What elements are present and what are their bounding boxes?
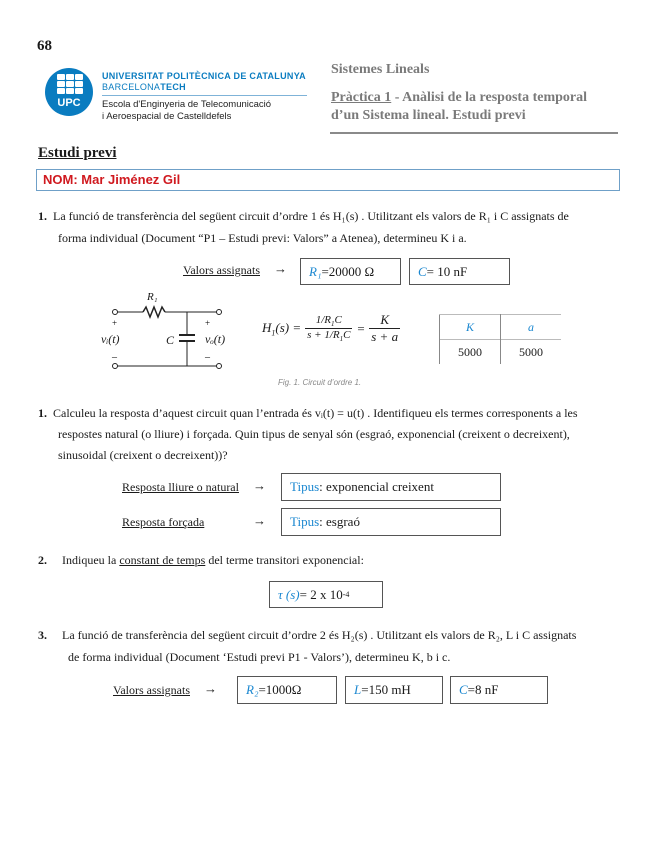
natural-response-label: Resposta lliure o natural (122, 480, 239, 494)
natural-response-type-field[interactable]: Tipus : exponencial creixent (281, 473, 501, 501)
arrow-icon: → (204, 681, 217, 696)
school-name-line1: Escola d'Enginyeria de Telecomunicació (102, 99, 272, 110)
question-3: 3. La funció de transferència del següent circuit d’ordre 2 és H₂(s) . Utilitzant els valors de R₂, L i C assignats de forma individual (Document ‘Estudi previ P1 - Valors’), determineu K, b i c. (38, 628, 577, 664)
assigned-values-label-3: Valors assignats (113, 683, 190, 697)
upc-logo-text: UPC (57, 97, 81, 109)
figure-caption: Fig. 1. Circuit d’ordre 1. (278, 378, 362, 387)
question-2: 2. Indiqueu la constant de temps del terme transitori exponencial: (38, 553, 364, 567)
a-value-cell[interactable]: 5000 (501, 340, 562, 365)
upc-logo-dots-icon (57, 74, 83, 96)
r1-value-field[interactable]: R₁ =20000 Ω (300, 258, 401, 285)
arrow-icon: → (253, 478, 266, 493)
svg-text:–: – (205, 352, 210, 363)
svg-text:+: + (112, 318, 118, 328)
rc-circuit-diagram (95, 290, 240, 370)
school-name-line2: i Aeroespacial de Castelldefels (102, 111, 232, 122)
l-value-field[interactable]: L =150 mH (345, 676, 443, 704)
header-divider (330, 132, 618, 134)
k-a-table (439, 314, 561, 364)
c-value-field[interactable]: C = 10 nF (409, 258, 510, 285)
time-constant-field[interactable]: τ (s) = 2 x 10 -4 (269, 581, 383, 608)
page-number: 68 (37, 38, 52, 54)
question-1b: 1. Calculeu la resposta d’aquest circuit quan l’entrada és vᵢ(t) = u(t) . Identifiqueu els termes corresponents a les respostes natural (o lliure) i forçada. Quin tipus de senyal són (esgraó, exponencial (creixent o decreixent), sinusoidal (creixent o decreixent))? (38, 406, 578, 462)
table-header-a: a (501, 315, 562, 340)
question-1: 1. La funció de transferència del següent circuit d’ordre 1 és H₁(s) . Utilitzant els valors de R₁ i C assignats de forma individual (Document “P1 – Estudi previ: Valors” a Atenea), determineu K i a. (38, 209, 569, 245)
svg-text:–: – (112, 352, 117, 363)
circuit-vin-label: vᵢ(t) (101, 332, 120, 346)
circuit-r1-label: R₁ (147, 291, 158, 303)
forced-response-type-field[interactable]: Tipus : esgraó (281, 508, 501, 536)
transfer-function-formula: $H_1(s)$ = $\frac{1/R_1C}{s + 1/R_1C}$ = $\frac{K}{s + a}$ (262, 312, 399, 344)
section-title: Estudi previ (38, 145, 117, 161)
university-tagline: BARCELONATECH (102, 82, 186, 92)
university-name: UNIVERSITAT POLITÈCNICA DE CATALUNYA (102, 71, 306, 81)
table-header-k: K (440, 315, 501, 340)
circuit-c-label: C (166, 333, 175, 347)
course-title: Sistemes Lineals (331, 62, 430, 77)
assigned-values-label-1: Valors assignats (183, 263, 260, 277)
r2-value-field[interactable]: R₂ =1000Ω (237, 676, 337, 704)
name-field[interactable]: NOM: Mar Jiménez Gil (36, 169, 620, 191)
practice-link[interactable]: Pràctica 1 (331, 90, 392, 105)
circuit-vout-label: vₒ(t) (205, 332, 226, 346)
svg-text:+: + (205, 318, 211, 328)
practice-title: Pràctica 1 - Anàlisi de la resposta temporal d’un Sistema lineal. Estudi previ (331, 90, 587, 123)
arrow-icon: → (274, 261, 287, 276)
forced-response-label: Resposta forçada (122, 515, 205, 529)
arrow-icon: → (253, 513, 266, 528)
c2-value-field[interactable]: C =8 nF (450, 676, 548, 704)
logo-divider (102, 95, 307, 96)
k-value-cell[interactable]: 5000 (440, 340, 501, 365)
